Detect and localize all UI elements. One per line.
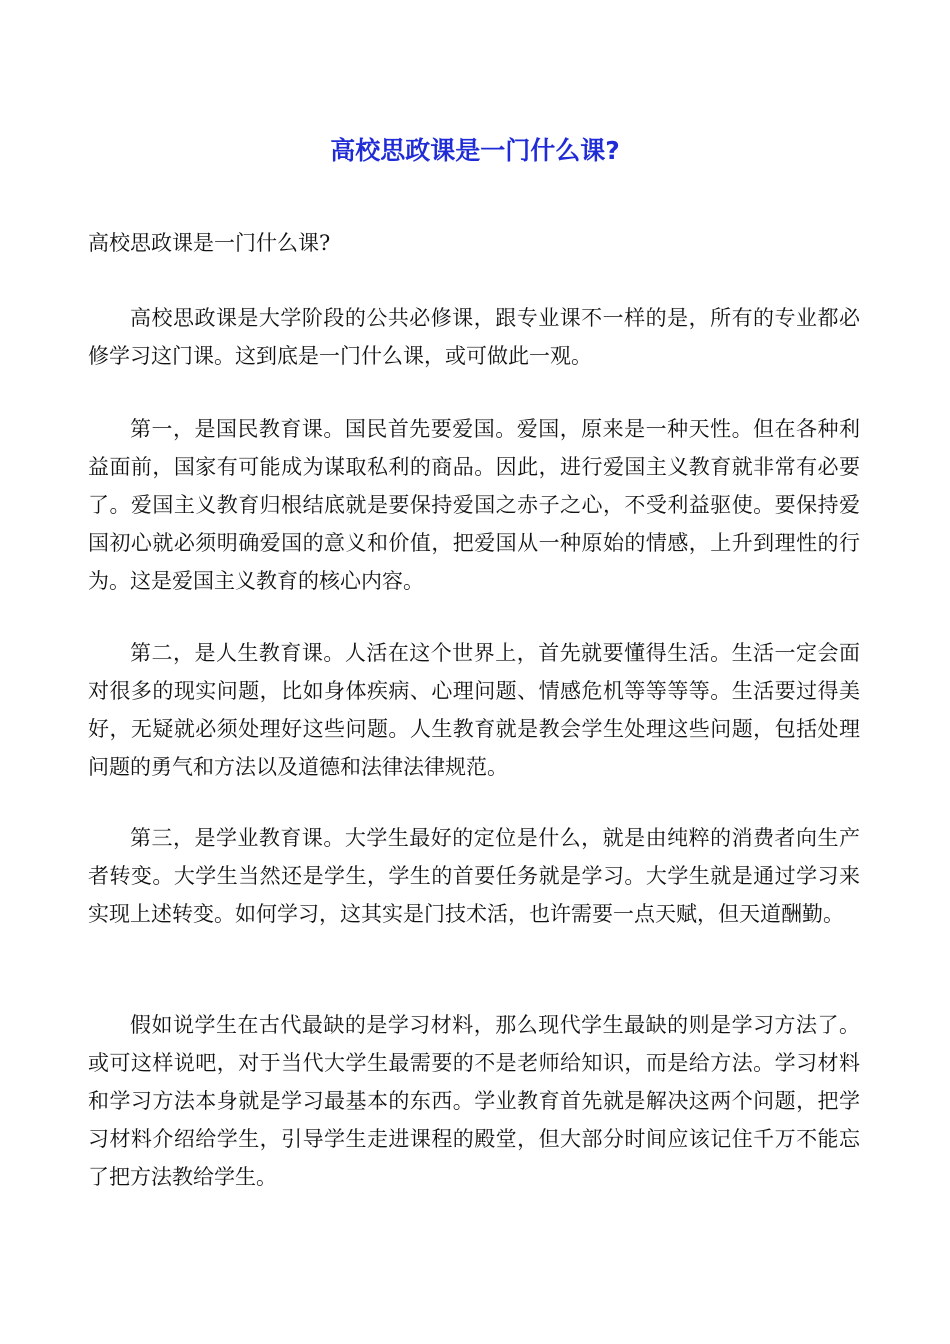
paragraph-life-education: 第二，是人生教育课。人活在这个世界上，首先就要懂得生活。生活一定会面对很多的现实问题，比如身体疾病、心理问题、情感危机等等等等。生活要过得美好，无疑就必须处理好这些问题。人生教育就是教会学生处理这些问题，包括处理问题的勇气和方法以及道德和法律法律规范。 (88, 641, 860, 779)
paragraph-learning-methods: 假如说学生在古代最缺的是学习材料，那么现代学生最缺的则是学习方法了。或可这样说吧，对于当代大学生最需要的不是老师给知识，而是给方法。学习材料和学习方法本身就是学习最基本的东西。学业教育首先就是解决这两个问题，把学习材料介绍给学生，引导学生走进课程的殿堂，但大部分时间应该记住千万不能忘了把方法教给学生。 (88, 1013, 860, 1189)
paragraph-academic-education: 第三，是学业教育课。大学生最好的定位是什么，就是由纯粹的消费者向生产者转变。大学生当然还是学生，学生的首要任务就是学习。大学生就是通过学习来实现上述转变。如何学习，这其实是门技术活，也许需要一点天赋，但天道酬勤。 (88, 826, 860, 926)
document-subtitle: 高校思政课是一门什么课? (88, 231, 331, 255)
document-title: 高校思政课是一门什么课? (330, 136, 620, 165)
paragraph-national-education: 第一，是国民教育课。国民首先要爱国。爱国，原来是一种天性。但在各种利益面前，国家有可能成为谋取私利的商品。因此，进行爱国主义教育就非常有必要了。爱国主义教育归根结底就是要保持爱国之赤子之心，不受利益驱使。要保持爱国初心就必须明确爱国的意义和价值，把爱国从一种原始的情感，上升到理性的行为。这是爱国主义教育的核心内容。 (88, 417, 860, 593)
paragraph-intro: 高校思政课是大学阶段的公共必修课，跟专业课不一样的是，所有的专业都必修学习这门课。这到底是一门什么课，或可做此一观。 (88, 306, 860, 368)
